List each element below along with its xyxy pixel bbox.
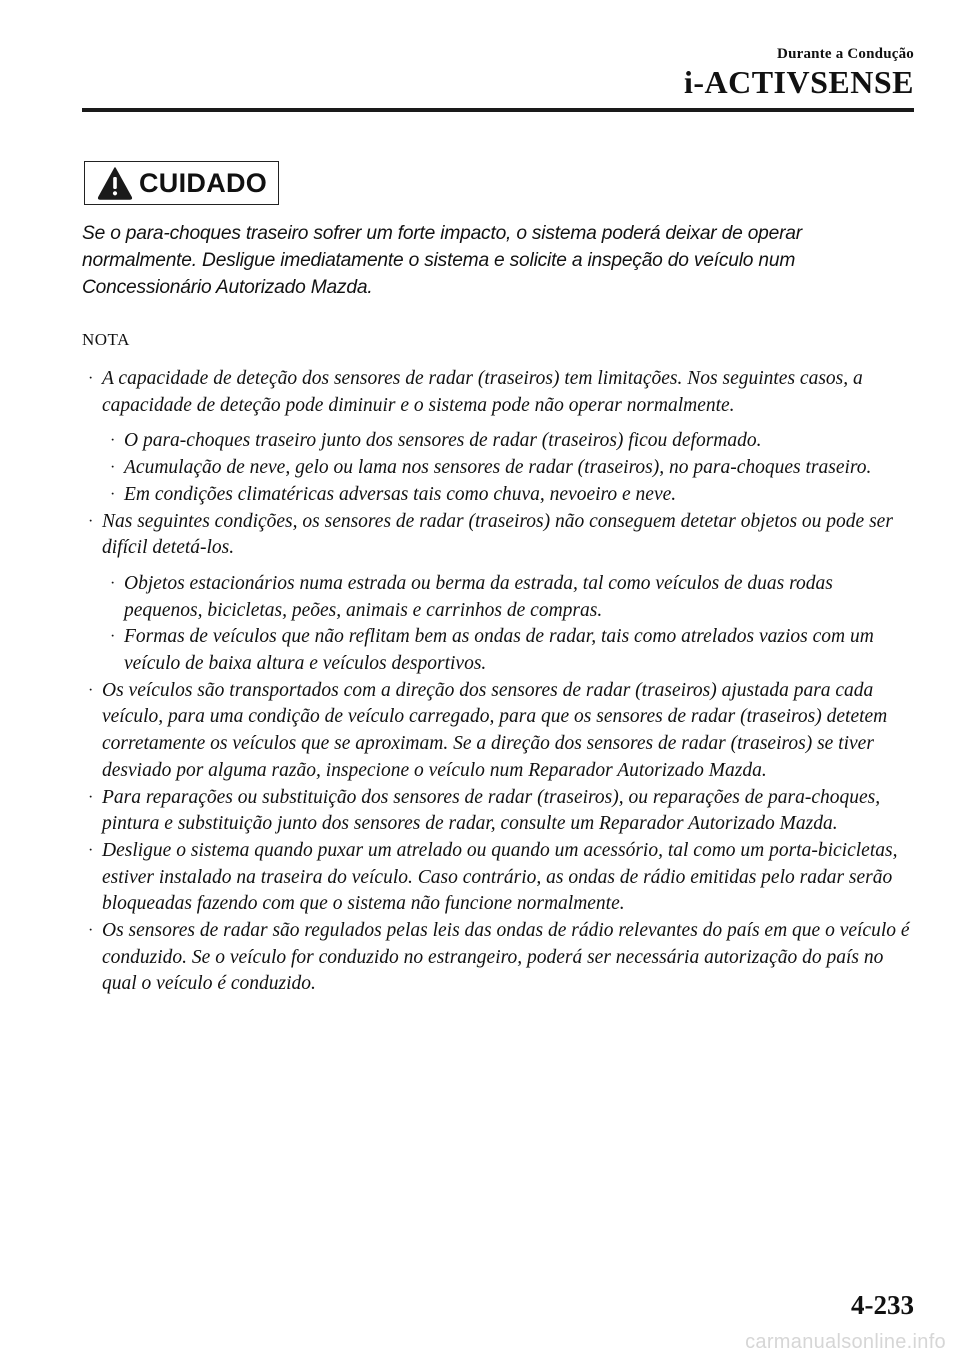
note-subitem [110,624,914,677]
note-subitem [110,455,914,482]
note-text: A capacidade de deteção dos sensores de radar (traseiros) tem limitações. Nos seguintes casos, a capacidade de deteção pode diminuir e o sistema pode não operar normalmente. [102,368,863,416]
note-text: Para reparações ou substituição dos sensores de radar (traseiros), ou reparações de para-choques, pintura e substituição junto dos sensores de radar, consulte um Reparador Autorizado Mazda. [102,786,881,835]
note-item [88,785,914,838]
page-number: 4-233 [851,1290,914,1320]
note-list [0,366,960,998]
bullet-icon: · [110,485,116,503]
note-text: Em condições climatéricas adversas tais como chuva, nevoeiro e neve. [124,483,677,505]
note-text: Desligue o sistema quando puxar um atrelado ou quando um acessório, tal como um porta-bicicletas, estiver instalado na traseira do veículo. Caso contrário, as ondas de rádio emitidas pelo radar serão bloqueadas fazendo com que o sistema não funcione normalmente. [102,839,898,915]
note-text: Os veículos são transportados com a direção dos sensores de radar (traseiros) ajustada para cada veículo, para uma condição de veículo carregado, para que os sensores de radar (traseiros) detetem corretamente os veículos que se aproximam. Se a direção dos sensores de radar (traseiros) se tiver desviado por alguma razão, inspecione o veículo num Reparador Autorizado Mazda. [102,679,888,781]
bullet-icon: · [110,628,116,646]
bullet-icon: · [88,788,94,806]
bullet-icon: · [88,512,94,530]
bullet-icon: · [110,574,116,592]
caution-text: Se o para-choques traseiro sofrer um forte impacto, o sistema poderá deixar de operar normalmente. Desligue imediatamente o sistema e solicite a inspeção do veículo num Concessionário Autorizado Mazda. [82,223,802,298]
bullet-icon: · [88,922,94,940]
note-item [88,838,914,918]
watermark: carmanualsonline.info [745,1331,946,1353]
bullet-icon: · [88,841,94,859]
note-text: Formas de veículos que não reflitam bem as ondas de radar, tais como atrelados vazios com um veículo de baixa altura e veículos desportivos. [124,626,874,675]
note-subitem [110,571,914,624]
header-section: Durante a Condução [777,46,914,62]
header-rule [82,108,914,112]
note-text: Os sensores de radar são regulados pelas leis das ondas de rádio relevantes do país em que o veículo é conduzido. Se o veículo for conduzido no estrangeiro, poderá ser necessária autorização do país no qual o veículo é conduzido. [102,920,910,995]
note-text: Objetos estacionários numa estrada ou berma da estrada, tal como veículos de duas rodas pequenos, bicicletas, peões, animais e carrinhos de compras. [124,572,833,621]
note-label: NOTA [82,330,130,349]
note-subitem [110,482,914,509]
page-title: i-ACTIVSENSE [683,64,914,100]
note-text: Acumulação de neve, gelo ou lama nos sensores de radar (traseiros), no para-choques traseiro. [124,457,872,479]
note-item [88,509,914,562]
bullet-icon: · [88,370,94,387]
note-text: Nas seguintes condições, os sensores de radar (traseiros) não conseguem detetar objetos ou pode ser difícil detetá-los. [102,510,893,559]
caution-box [84,161,279,205]
note-item [88,678,914,785]
warning-triangle-icon [97,166,133,200]
bullet-icon: · [110,459,116,477]
bullet-icon: · [88,681,94,699]
caution-label: CUIDADO [139,167,268,198]
note-text: O para-choques traseiro junto dos sensores de radar (traseiros) ficou deformado. [124,430,762,452]
note-item [88,366,914,419]
note-subitem [110,428,914,455]
note-item [88,918,914,998]
bullet-icon: · [110,432,116,450]
